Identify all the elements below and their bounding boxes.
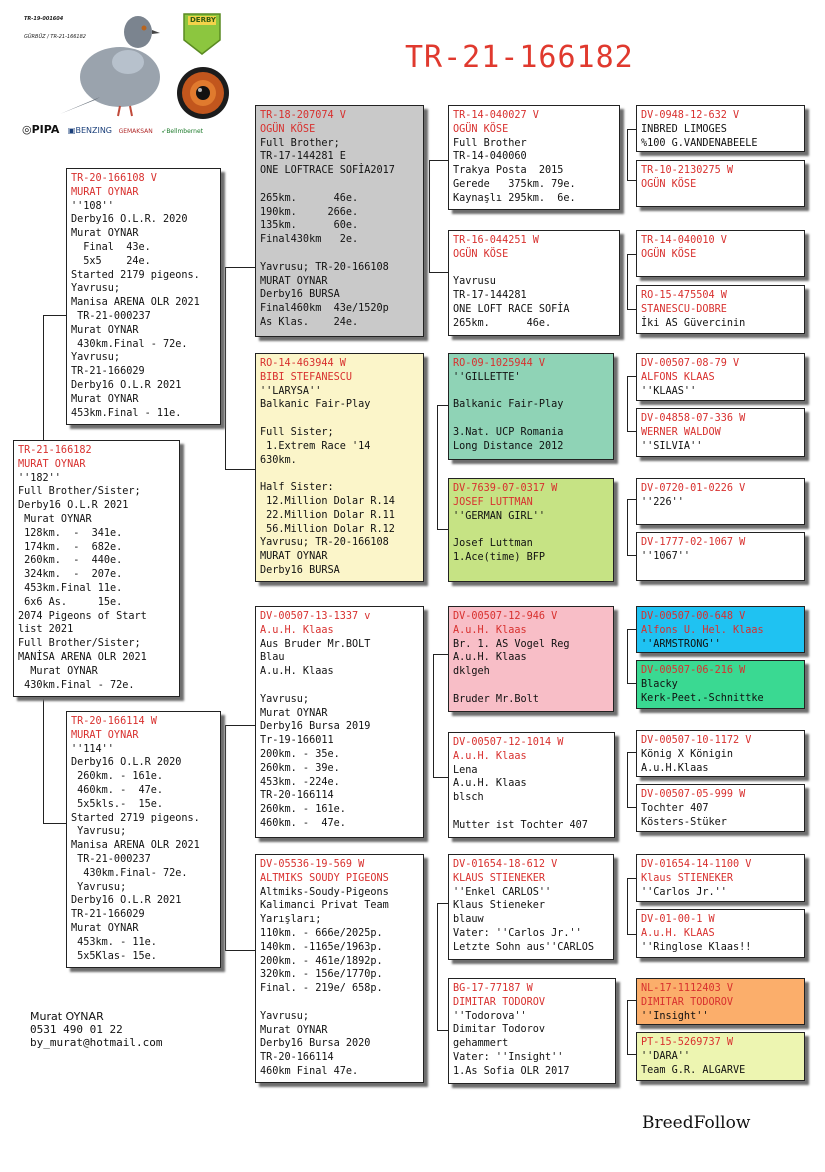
pedigree-card-g1[interactable]: [636, 105, 805, 152]
card-text-line: 2074 Pigeons of Start: [18, 610, 147, 622]
card-header-line: JOSEF LUTTMAN: [453, 496, 533, 508]
card-text-line: TR-20-166114: [260, 1052, 334, 1064]
card-text-line: Started 2719 pigeons.: [71, 812, 200, 824]
card-text-line: İki AS Güvercinin: [641, 317, 746, 329]
eye-photo: [176, 66, 231, 121]
pedigree-card-g10[interactable]: [636, 660, 805, 709]
owner-phone: 0531 490 01 22: [30, 1023, 123, 1036]
header-photo: [20, 2, 180, 120]
card-text-line: Final. - 219e/ 658p.: [260, 983, 383, 995]
card-text-line: Derby16 BURSA: [260, 289, 340, 301]
card-header-line: ALTMIKS SOUDY PIGEONS: [260, 872, 389, 884]
card-text-line: 1.Ace(time) BFP: [453, 551, 546, 563]
card-text-line: 260km. - 161e.: [71, 771, 164, 783]
card-text-line: Full Sister;: [260, 426, 334, 438]
pedigree-card-fmm[interactable]: [448, 478, 614, 582]
card-text-line: Manisa ARENA OLR 2021: [71, 840, 200, 852]
card-text-line: 5x5 24e.: [71, 255, 151, 267]
derby-badge: [178, 10, 226, 58]
card-text-line: 430km.Final - 72e.: [71, 338, 188, 350]
card-header-line: Alfons U. Hel. Klaas: [641, 624, 764, 636]
card-header-line: DV-00507-12-946 V: [453, 611, 558, 622]
card-text-line: Yavrusu;: [71, 352, 121, 364]
card-header-line: MURAT OYNAR: [71, 186, 139, 198]
card-text-line: 453km. -224e.: [260, 776, 340, 788]
card-text-line: Murat OYNAR: [18, 513, 92, 525]
card-text-line: A.u.H.Klaas: [641, 762, 709, 774]
photo-caption-line: TR-19-001604: [24, 16, 64, 22]
card-text-line: Derby16 O.L.R 2021: [71, 895, 182, 907]
card-text-line: ''182'': [18, 472, 61, 484]
card-header-line: OGÜN KÖSE: [453, 248, 509, 260]
card-text-line: ''Insight'': [641, 1010, 709, 1022]
card-text-line: ''Enkel CARLOS'': [453, 886, 552, 898]
card-text-line: Bruder Mr.Bolt: [453, 693, 539, 705]
card-text-line: König X Königin: [641, 748, 734, 760]
pigeon-eye-icon: [176, 66, 231, 121]
card-text-line: Aus Bruder Mr.BOLT: [260, 638, 371, 650]
card-text-line: Blacky: [641, 678, 678, 690]
card-text-line: Final460km 43e/1520p: [260, 303, 389, 315]
card-text-line: 110km. - 666e/2025p.: [260, 927, 383, 939]
card-header-line: TR-14-040027 V: [453, 110, 539, 121]
pedigree-card-mmf[interactable]: [448, 854, 614, 960]
card-text-line: Dimitar Todorov: [453, 1024, 546, 1036]
pedigree-card-father[interactable]: [66, 168, 221, 425]
card-header-line: DV-00507-13-1337 v: [260, 611, 371, 622]
card-text-line: Yavrusu;: [71, 881, 127, 893]
card-text-line: Kösters-Stüker: [641, 816, 727, 828]
card-text-line: Full Brother: [453, 137, 527, 149]
card-header-line: DV-00507-05-999 W: [641, 789, 746, 800]
card-text-line: ''Ringlose Klaas!!: [641, 941, 752, 953]
card-text-line: ''108'': [71, 200, 114, 212]
card-header-line: OGÜN KÖSE: [641, 248, 697, 260]
card-text-line: Final430km 2e.: [260, 234, 359, 246]
pedigree-card-mother[interactable]: [66, 711, 221, 968]
card-header-line: RO-14-463944 W: [260, 358, 346, 369]
card-text-line: Kalimanci Privat Team: [260, 900, 389, 912]
card-text-line: Yavrusu: [453, 276, 496, 288]
card-text-line: Klaus Stieneker: [453, 900, 546, 912]
card-text-line: 200km. - 461e/1892p.: [260, 955, 383, 967]
card-header-line: ALFONS KLAAS: [641, 371, 715, 383]
pedigree-card-g6[interactable]: [636, 408, 805, 457]
pedigree-card-g5[interactable]: [636, 353, 805, 401]
card-header-line: A.u.H. Klaas: [260, 624, 334, 636]
card-text-line: 1.As Sofia OLR 2017: [453, 1065, 570, 1077]
card-text-line: 128km. - 341e.: [18, 527, 123, 539]
card-text-line: Derby16 BURSA: [260, 564, 340, 576]
card-text-line: Yavrusu;: [260, 693, 310, 705]
card-header-line: TR-18-207074 V: [260, 110, 346, 121]
card-header-line: DV-01654-14-1100 V: [641, 859, 752, 870]
card-text-line: TR-21-166029: [71, 909, 145, 921]
card-text-line: [453, 805, 610, 819]
card-header-line: DV-1777-02-1067 W: [641, 537, 746, 548]
pedigree-card-mff[interactable]: [448, 606, 614, 712]
card-text-line: Derby16 Bursa 2019: [260, 721, 371, 733]
card-text-line: Murat OYNAR: [71, 324, 139, 336]
card-text-line: Full Brother;: [260, 137, 340, 149]
card-text-line: ''SILVIA'': [641, 440, 703, 452]
card-text-line: ''ARMSTRONG'': [641, 638, 721, 650]
pedigree-card-g15[interactable]: [636, 978, 805, 1025]
card-text-line: 265km. 46e.: [453, 317, 552, 329]
pedigree-card-father-mother[interactable]: [255, 353, 424, 582]
card-text-line: [260, 467, 419, 481]
card-text-line: 453km.Final 11e.: [18, 582, 123, 594]
pedigree-card-fff[interactable]: [448, 105, 620, 210]
card-header-line: DV-00507-08-79 V: [641, 358, 740, 369]
card-text-line: Blau: [260, 652, 285, 664]
card-header-line: MURAT OYNAR: [71, 729, 139, 741]
pedigree-card-g12[interactable]: [636, 784, 805, 832]
card-text-line: 190km. 266e.: [260, 206, 359, 218]
card-text-line: TR-14-040060: [453, 151, 527, 163]
card-text-line: Yavrusu;: [71, 283, 121, 295]
brand-label: BreedFollow: [642, 1113, 751, 1133]
card-text-line: Altmiks-Soudy-Pigeons: [260, 886, 389, 898]
card-header-line: STANESCU-DOBRE: [641, 303, 727, 315]
card-text-line: A.u.H. Klaas: [260, 666, 334, 678]
card-text-line: Br. 1. AS Vogel Reg: [453, 638, 570, 650]
card-text-line: dklgeh: [453, 666, 490, 678]
pedigree-card-g7[interactable]: [636, 478, 805, 525]
pedigree-card-g8[interactable]: [636, 532, 805, 581]
card-header-line: A.u.H. Klaas: [453, 624, 527, 636]
card-header-line: WERNER WALDOW: [641, 426, 721, 438]
card-text-line: TR-17-144281 E: [260, 151, 346, 163]
card-text-line: Manisa ARENA OLR 2021: [71, 297, 200, 309]
card-header-line: A.u.H. Klaas: [453, 750, 527, 762]
card-header-line: OGÜN KÖSE: [641, 178, 697, 190]
gemaksan-logo: GEMAKSAN: [118, 128, 153, 135]
card-text-line: 460km. - 47e.: [260, 817, 346, 829]
pedigree-card-g16[interactable]: [636, 1032, 805, 1081]
card-text-line: 5x5kls.- 15e.: [71, 798, 164, 810]
card-text-line: %100 G.VANDENABEELE: [641, 137, 758, 149]
card-text-line: 56.Million Dolar R.12: [260, 523, 395, 535]
card-text-line: INBRED LIMOGES: [641, 123, 727, 135]
card-header-line: A.u.H. KLAAS: [641, 927, 715, 939]
card-text-line: [260, 679, 419, 693]
card-header-line: PT-15-5269737 W: [641, 1037, 734, 1048]
card-text-line: ''KLAAS'': [641, 385, 697, 397]
card-text-line: Gerede 375km. 79e.: [453, 178, 576, 190]
card-text-line: ''DARA'': [641, 1050, 691, 1062]
card-text-line: Murat OYNAR: [71, 228, 139, 240]
sponsor-logos: [22, 123, 203, 136]
card-text-line: 460km. - 47e.: [71, 784, 164, 796]
pedigree-card-mother-mother[interactable]: [255, 854, 424, 1083]
card-text-line: Yavrusu;: [71, 826, 127, 838]
card-text-line: Josef Luttman: [453, 538, 533, 550]
pedigree-card-g3[interactable]: [636, 230, 805, 277]
card-text-line: Final 43e.: [71, 241, 151, 253]
card-text-line: Kaynaşlı 295km. 6e.: [453, 192, 576, 204]
card-header-line: DV-00507-00-648 V: [641, 611, 746, 622]
card-text-line: list 2021: [18, 624, 74, 636]
card-text-line: Derby16 O.L.R. 2020: [71, 214, 188, 226]
card-text-line: Tochter 407: [641, 802, 709, 814]
card-text-line: blauw: [453, 914, 484, 926]
pedigree-card-g13[interactable]: [636, 854, 805, 902]
pedigree-card-mmm[interactable]: [448, 978, 616, 1084]
card-text-line: [453, 262, 615, 276]
card-text-line: Murat OYNAR: [71, 922, 139, 934]
card-header-line: DV-7639-07-0317 W: [453, 483, 558, 494]
card-text-line: Yavrusu; TR-20-166108: [260, 261, 389, 273]
card-text-line: ''LARYSA'': [260, 385, 322, 397]
card-text-line: ''Todorova'': [453, 1010, 527, 1022]
card-text-line: 430km.Final- 72e.: [71, 867, 188, 879]
card-text-line: [260, 178, 419, 192]
card-text-line: [453, 523, 609, 537]
card-text-line: ''Carlos Jr.'': [641, 886, 727, 898]
card-text-line: ONE LOFTRACE SOFİA2017: [260, 165, 395, 177]
card-text-line: Trakya Posta 2015: [453, 165, 564, 177]
card-text-line: Yarışları;: [260, 914, 322, 926]
pedigree-card-g9[interactable]: [636, 606, 805, 653]
card-text-line: 6x6 As. 15e.: [18, 596, 123, 608]
card-text-line: ''GERMAN GIRL'': [453, 510, 546, 522]
pedigree-card-subject[interactable]: [13, 440, 180, 697]
card-text-line: ''1067'': [641, 550, 691, 562]
card-header-line: DV-05536-19-569 W: [260, 859, 365, 870]
card-text-line: Yavrusu; TR-20-166108: [260, 537, 389, 549]
card-text-line: blsch: [453, 792, 484, 804]
card-text-line: As Klas. 24e.: [260, 316, 359, 328]
benzing-logo: ▣BENZING: [67, 126, 113, 135]
card-text-line: Yavrusu;: [260, 1010, 310, 1022]
bellmbernet-logo: ➶Bellmbernet: [161, 128, 204, 135]
card-header-line: TR-20-166108 V: [71, 173, 157, 184]
owner-contact: [30, 1010, 162, 1049]
pedigree-card-mfm[interactable]: [448, 732, 615, 838]
derby-badge-text: DERBY: [190, 16, 217, 24]
card-header-line: RO-09-1025944 V: [453, 358, 546, 369]
card-header-line: OGÜN KÖSE: [453, 123, 509, 135]
card-text-line: [260, 996, 419, 1010]
card-header-line: MURAT OYNAR: [18, 458, 86, 470]
card-text-line: 1.Extrem Race '14: [260, 440, 371, 452]
card-text-line: MURAT OYNAR: [260, 551, 328, 563]
card-text-line: [453, 679, 609, 693]
card-text-line: Vater: ''Carlos Jr.'': [453, 927, 582, 939]
card-text-line: [260, 412, 419, 426]
card-header-line: DIMITAR TODOROV: [453, 996, 546, 1008]
card-text-line: Murat OYNAR: [18, 665, 98, 677]
card-header-line: DV-00507-10-1172 V: [641, 735, 752, 746]
owner-name: Murat OYNAR: [30, 1010, 104, 1023]
card-text-line: 265km. 46e.: [260, 192, 359, 204]
card-text-line: Derby16 O.L.R 2020: [71, 757, 182, 769]
card-text-line: Full Brother/Sister;: [18, 638, 141, 650]
card-text-line: Mutter ist Tochter 407: [453, 819, 588, 831]
card-text-line: Long Distance 2012: [453, 440, 564, 452]
card-text-line: TR-17-144281: [453, 290, 527, 302]
card-text-line: Murat OYNAR: [71, 393, 139, 405]
card-header-line: BIBI STEFANESCU: [260, 371, 353, 383]
card-text-line: [453, 385, 609, 399]
card-header-line: KLAUS STIENEKER: [453, 872, 546, 884]
pedigree-card-g11[interactable]: [636, 730, 805, 777]
owner-email[interactable]: by_murat@hotmail.com: [30, 1036, 163, 1049]
card-text-line: 12.Million Dolar R.14: [260, 495, 395, 507]
card-text-line: 324km. - 207e.: [18, 569, 123, 581]
pedigree-card-father-father[interactable]: [255, 105, 424, 337]
card-text-line: 5x5Klas- 15e.: [71, 950, 157, 962]
card-text-line: Derby16 Bursa 2020: [260, 1038, 371, 1050]
photo-caption: [24, 4, 86, 52]
card-text-line: Balkanic Fair-Play: [260, 399, 371, 411]
card-header-line: TR-16-044251 W: [453, 235, 539, 246]
card-text-line: Derby16 O.L.R 2021: [71, 379, 182, 391]
card-text-line: MURAT OYNAR: [260, 275, 328, 287]
card-text-line: [260, 247, 419, 261]
card-text-line: Full Brother/Sister;: [18, 486, 141, 498]
card-text-line: 630km.: [260, 454, 297, 466]
card-header-line: DV-04858-07-336 W: [641, 413, 746, 424]
card-text-line: TR-21-166029: [71, 366, 145, 378]
card-text-line: TR-20-166114: [260, 790, 334, 802]
card-text-line: 140km. -1165e/1963p.: [260, 941, 383, 953]
card-text-line: gehammert: [453, 1038, 509, 1050]
card-text-line: A.u.H. Klaas: [453, 652, 527, 664]
card-header-line: DV-01-00-1 W: [641, 914, 715, 925]
card-text-line: MANİSA ARENA OLR 2021: [18, 651, 147, 663]
card-text-line: Derby16 O.L.R 2021: [18, 500, 129, 512]
pedigree-card-g14[interactable]: [636, 909, 805, 958]
card-header-line: TR-14-040010 V: [641, 235, 727, 246]
card-header-line: DV-00507-12-1014 W: [453, 737, 564, 748]
card-text-line: Balkanic Fair-Play: [453, 399, 564, 411]
card-header-line: DV-01654-18-612 V: [453, 859, 558, 870]
card-header-line: OGÜN KÖSE: [260, 123, 316, 135]
card-text-line: Murat OYNAR: [260, 707, 328, 719]
card-header-line: Klaus STIENEKER: [641, 872, 734, 884]
card-text-line: 260km. - 39e.: [260, 762, 340, 774]
card-text-line: 430km.Final - 72e.: [18, 679, 135, 691]
pedigree-card-fmf[interactable]: [448, 353, 614, 460]
card-text-line: 3.Nat. UCP Romania: [453, 426, 564, 438]
pedigree-card-g2[interactable]: [636, 160, 805, 207]
card-text-line: Team G.R. ALGARVE: [641, 1064, 746, 1076]
pedigree-card-mother-father[interactable]: [255, 606, 424, 838]
card-text-line: 174km. - 682e.: [18, 541, 123, 553]
card-text-line: Kerk-Peet.-Schnittke: [641, 692, 764, 704]
card-text-line: 22.Million Dolar R.11: [260, 509, 395, 521]
card-text-line: 453km.Final - 11e.: [71, 407, 182, 419]
card-text-line: 320km. - 156e/1770p.: [260, 969, 383, 981]
card-text-line: A.u.H. Klaas: [453, 778, 527, 790]
card-header-line: DV-00507-06-216 W: [641, 665, 746, 676]
card-text-line: 200km. - 35e.: [260, 748, 340, 760]
card-text-line: Letzte Sohn aus''CARLOS: [453, 941, 595, 953]
card-text-line: 453km. - 11e.: [71, 936, 157, 948]
card-text-line: 460km Final 47e.: [260, 1065, 359, 1077]
card-text-line: Tr-19-166011: [260, 735, 334, 747]
card-text-line: 260km. - 440e.: [18, 555, 123, 567]
card-text-line: [453, 412, 609, 426]
photo-caption-line: GÜRBÜZ / TR-21-166182: [24, 34, 86, 40]
card-text-line: Vater: ''Insight'': [453, 1051, 564, 1063]
card-text-line: ONE LOFT RACE SOFİA: [453, 303, 570, 315]
card-text-line: 260km. - 161e.: [260, 804, 346, 816]
card-text-line: Started 2179 pigeons.: [71, 269, 200, 281]
card-header-line: BG-17-77187 W: [453, 983, 533, 994]
card-header-line: TR-21-166182: [18, 445, 92, 456]
card-header-line: TR-20-166114 W: [71, 716, 157, 727]
card-text-line: Half Sister:: [260, 482, 334, 494]
page-title: TR-21-166182: [405, 40, 634, 75]
card-header-line: DV-0720-01-0226 V: [641, 483, 746, 494]
card-text-line: TR-21-000237: [71, 853, 151, 865]
card-header-line: RO-15-475504 W: [641, 290, 727, 301]
card-header-line: DIMITAR TODOROV: [641, 996, 734, 1008]
pedigree-card-ffm[interactable]: [448, 230, 620, 336]
card-text-line: ''114'': [71, 743, 114, 755]
card-text-line: 135km. 60e.: [260, 220, 359, 232]
card-header-line: DV-0948-12-632 V: [641, 110, 740, 121]
pedigree-card-g4[interactable]: [636, 285, 805, 334]
card-text-line: Murat OYNAR: [260, 1024, 328, 1036]
card-text-line: TR-21-000237: [71, 310, 151, 322]
card-text-line: Lena: [453, 764, 478, 776]
pipa-logo: ◎PIPA: [22, 123, 60, 136]
card-header-line: TR-10-2130275 W: [641, 165, 734, 176]
card-header-line: NL-17-1112403 V: [641, 983, 734, 994]
card-text-line: ''226'': [641, 496, 684, 508]
card-text-line: ''GILLETTE': [453, 371, 521, 383]
